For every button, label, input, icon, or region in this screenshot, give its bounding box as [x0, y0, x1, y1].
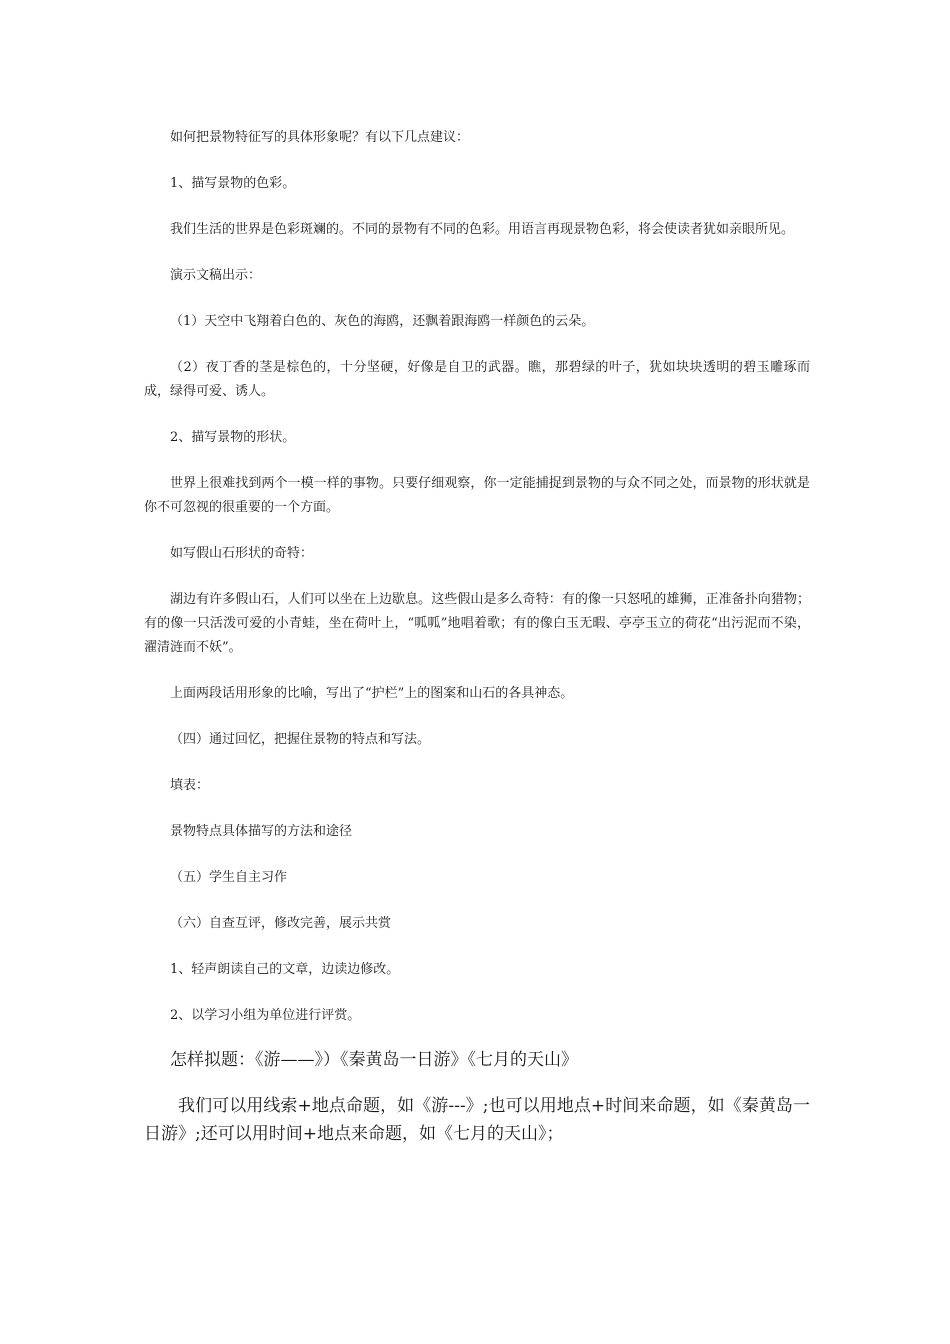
- paragraph-title-methods: 我们可以用线索+地点命题，如《游---》;也可以用地点+时间来命题，如《秦黄岛一日游》;还可以用时间+地点来命题，如《七月的天山》；: [144, 1096, 810, 1144]
- paragraph-intro: 如何把景物特征写的具体形象呢？有以下几点建议：: [170, 130, 470, 145]
- paragraph-point-shape: 2、描写景物的形状。: [170, 430, 296, 445]
- paragraph-review-2: 2、以学习小组为单位进行评赏。: [170, 1008, 361, 1023]
- paragraph-point-color: 1、描写景物的色彩。: [170, 176, 296, 191]
- paragraph-rock-intro: 如写假山石形状的奇特：: [170, 546, 314, 561]
- paragraph-step-5: （五）学生自主习作: [170, 870, 288, 885]
- section-heading: 怎样拟题：《游——》）《秦黄岛一日游》《七月的天山》: [170, 1050, 578, 1070]
- paragraph-slides-shown: 演示文稿出示：: [170, 268, 262, 283]
- paragraph-shape-explanation: 世界上很难找到两个一模一样的事物。只要仔细观察，你一定能捕捉到景物的与众不同之处，而景物的形状就是你不可忽视的很重要的一个方面。: [144, 476, 810, 515]
- paragraph-table-title: 景物特点具体描写的方法和途径: [170, 824, 353, 839]
- paragraph-color-explanation: 我们生活的世界是色彩斑斓的。不同的景物有不同的色彩。用语言再现景物色彩，将会使读者犹如亲眼所见。: [170, 222, 795, 237]
- paragraph-example-1: （1）天空中飞翔着白色的、灰色的海鸥，还飘着跟海鸥一样颜色的云朵。: [170, 314, 595, 329]
- paragraph-step-4: （四）通过回忆，把握住景物的特点和写法。: [170, 732, 431, 747]
- paragraph-review-1: 1、轻声朗读自己的文章，边读边修改。: [170, 962, 400, 977]
- document-body: [144, 120, 810, 1148]
- paragraph-step-6: （六）自查互评，修改完善，展示共赏: [170, 916, 392, 931]
- paragraph-fill-table: 填表：: [170, 778, 210, 793]
- paragraph-example-2: （2）夜丁香的茎是棕色的，十分坚硬，好像是自卫的武器。瞧，那碧绿的叶子，犹如块块透明的碧玉雕琢而成，绿得可爱、诱人。: [144, 360, 810, 399]
- paragraph-summary: 上面两段话用形象的比喻，写出了“护栏”上的图案和山石的各具神态。: [170, 686, 574, 701]
- paragraph-rock-example: 湖边有许多假山石，人们可以坐在上边歇息。这些假山是多么奇特：有的像一只怒吼的雄狮，正准备扑向猎物；有的像一只活泼可爱的小青蛙，坐在荷叶上，“呱呱”地唱着歌；有的像白玉无暇、亭亭玉立的荷花“出污泥而不染，濯清涟而不妖”。: [144, 592, 810, 655]
